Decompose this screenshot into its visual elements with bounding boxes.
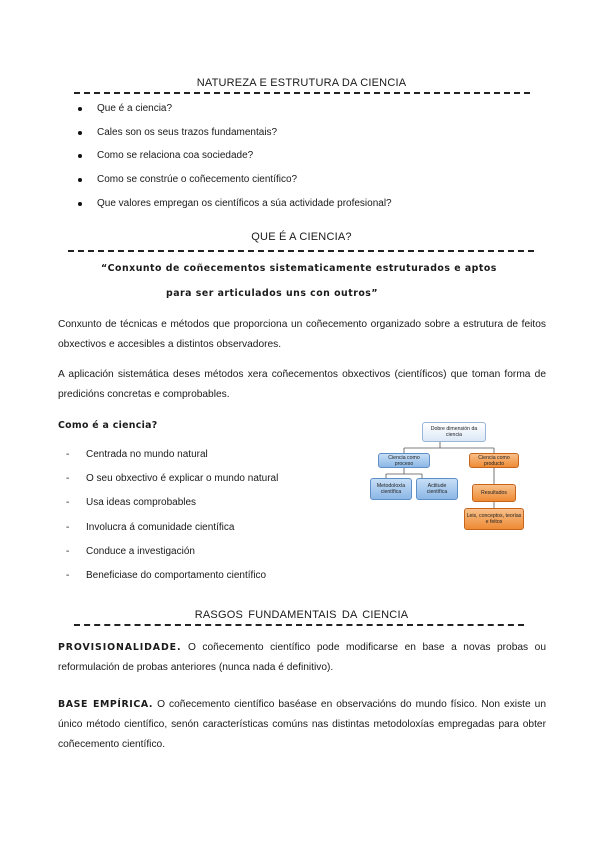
questions-list	[78, 97, 392, 215]
paragraph-base-empirica	[58, 695, 546, 755]
list-item: - Beneficiase do comportamento científico	[66, 569, 267, 581]
text-provisionalidade: O coñecemento científico pode modificarse en base a novas probas ou reformulación de probas anteriores (nunca nada é definitivo).	[58, 642, 546, 673]
list-item: - Usa ideas comprobables	[66, 497, 197, 509]
diagram-box-attitude: Actitude científica	[416, 478, 458, 500]
diagram-box-top: Dobre dimensión da ciencia	[422, 422, 486, 442]
traits-list	[66, 443, 278, 588]
paragraph-definition: Conxunto de técnicas e métodos que proporciona un coñecemento organizado sobre a estrutura de feitos obxectivos e accesibles a distintos observadores.	[58, 319, 546, 350]
dashed-divider	[74, 624, 524, 626]
diagram-box-laws: Leis, conceptos, teorías e feitos	[464, 508, 524, 530]
list-item: Que valores empregan os científicos a súa actividade profesional?	[78, 192, 392, 216]
text-base-empirica: O coñecemento científico baséase en observacións do mundo físico. Non existe un único método científico, senón características comúns nas distintas metodoloxías empregadas para obter coñecemento científico.	[58, 699, 546, 750]
list-item: - Involucra á comunidade científica	[66, 521, 235, 533]
term-provisionalidade: PROVISIONALIDADE.	[58, 642, 182, 653]
bullet-icon	[78, 107, 82, 111]
section-title-natureza: NATUREZA E ESTRUTURA DA CIENCIA	[196, 77, 407, 89]
list-item: - Centrada no mundo natural	[66, 449, 208, 460]
diagram-box-product: Ciencia como producto	[469, 453, 519, 468]
definition-quote-line2: para ser articulados uns con outros”	[166, 288, 379, 299]
diagram-box-process: Ciencia como proceso	[378, 453, 430, 468]
dashed-divider	[68, 250, 534, 252]
dashed-divider	[74, 92, 530, 94]
bullet-icon	[78, 154, 82, 158]
bullet-icon	[78, 202, 82, 206]
bullet-icon	[78, 178, 82, 182]
diagram-box-results: Resultados	[472, 484, 516, 502]
list-item: - Conduce a investigación	[66, 545, 195, 557]
paragraph-provisionalidade	[58, 638, 546, 678]
subheading-como-e: Como é a ciencia?	[58, 420, 158, 431]
list-item: Como se relaciona coa sociedade?	[78, 144, 392, 168]
definition-quote-line1: “Conxunto de coñecementos sistematicamente estruturados e aptos	[101, 263, 497, 274]
paragraph-application: A aplicación sistemática deses métodos xera coñecementos obxectivos (científicos) que toman forma de predicións concretas e comprobables.	[58, 369, 546, 400]
section-title-rasgos: RASGOS FUNDAMENTAIS DA CIENCIA	[194, 609, 409, 621]
term-base-empirica: BASE EMPÍRICA.	[58, 699, 154, 710]
list-item: Cales son os seus trazos fundamentais?	[78, 121, 392, 145]
bullet-icon	[78, 131, 82, 135]
list-item: - O seu obxectivo é explicar o mundo natural	[66, 473, 279, 485]
science-dimensions-diagram	[370, 420, 530, 535]
section-title-que-e: QUE É A CIENCIA?	[251, 231, 352, 243]
list-item: Como se constrúe o coñecemento científico?	[78, 168, 392, 192]
diagram-box-methodology: Metodoloxía científica	[370, 478, 412, 500]
list-item: Que é a ciencia?	[78, 97, 392, 121]
